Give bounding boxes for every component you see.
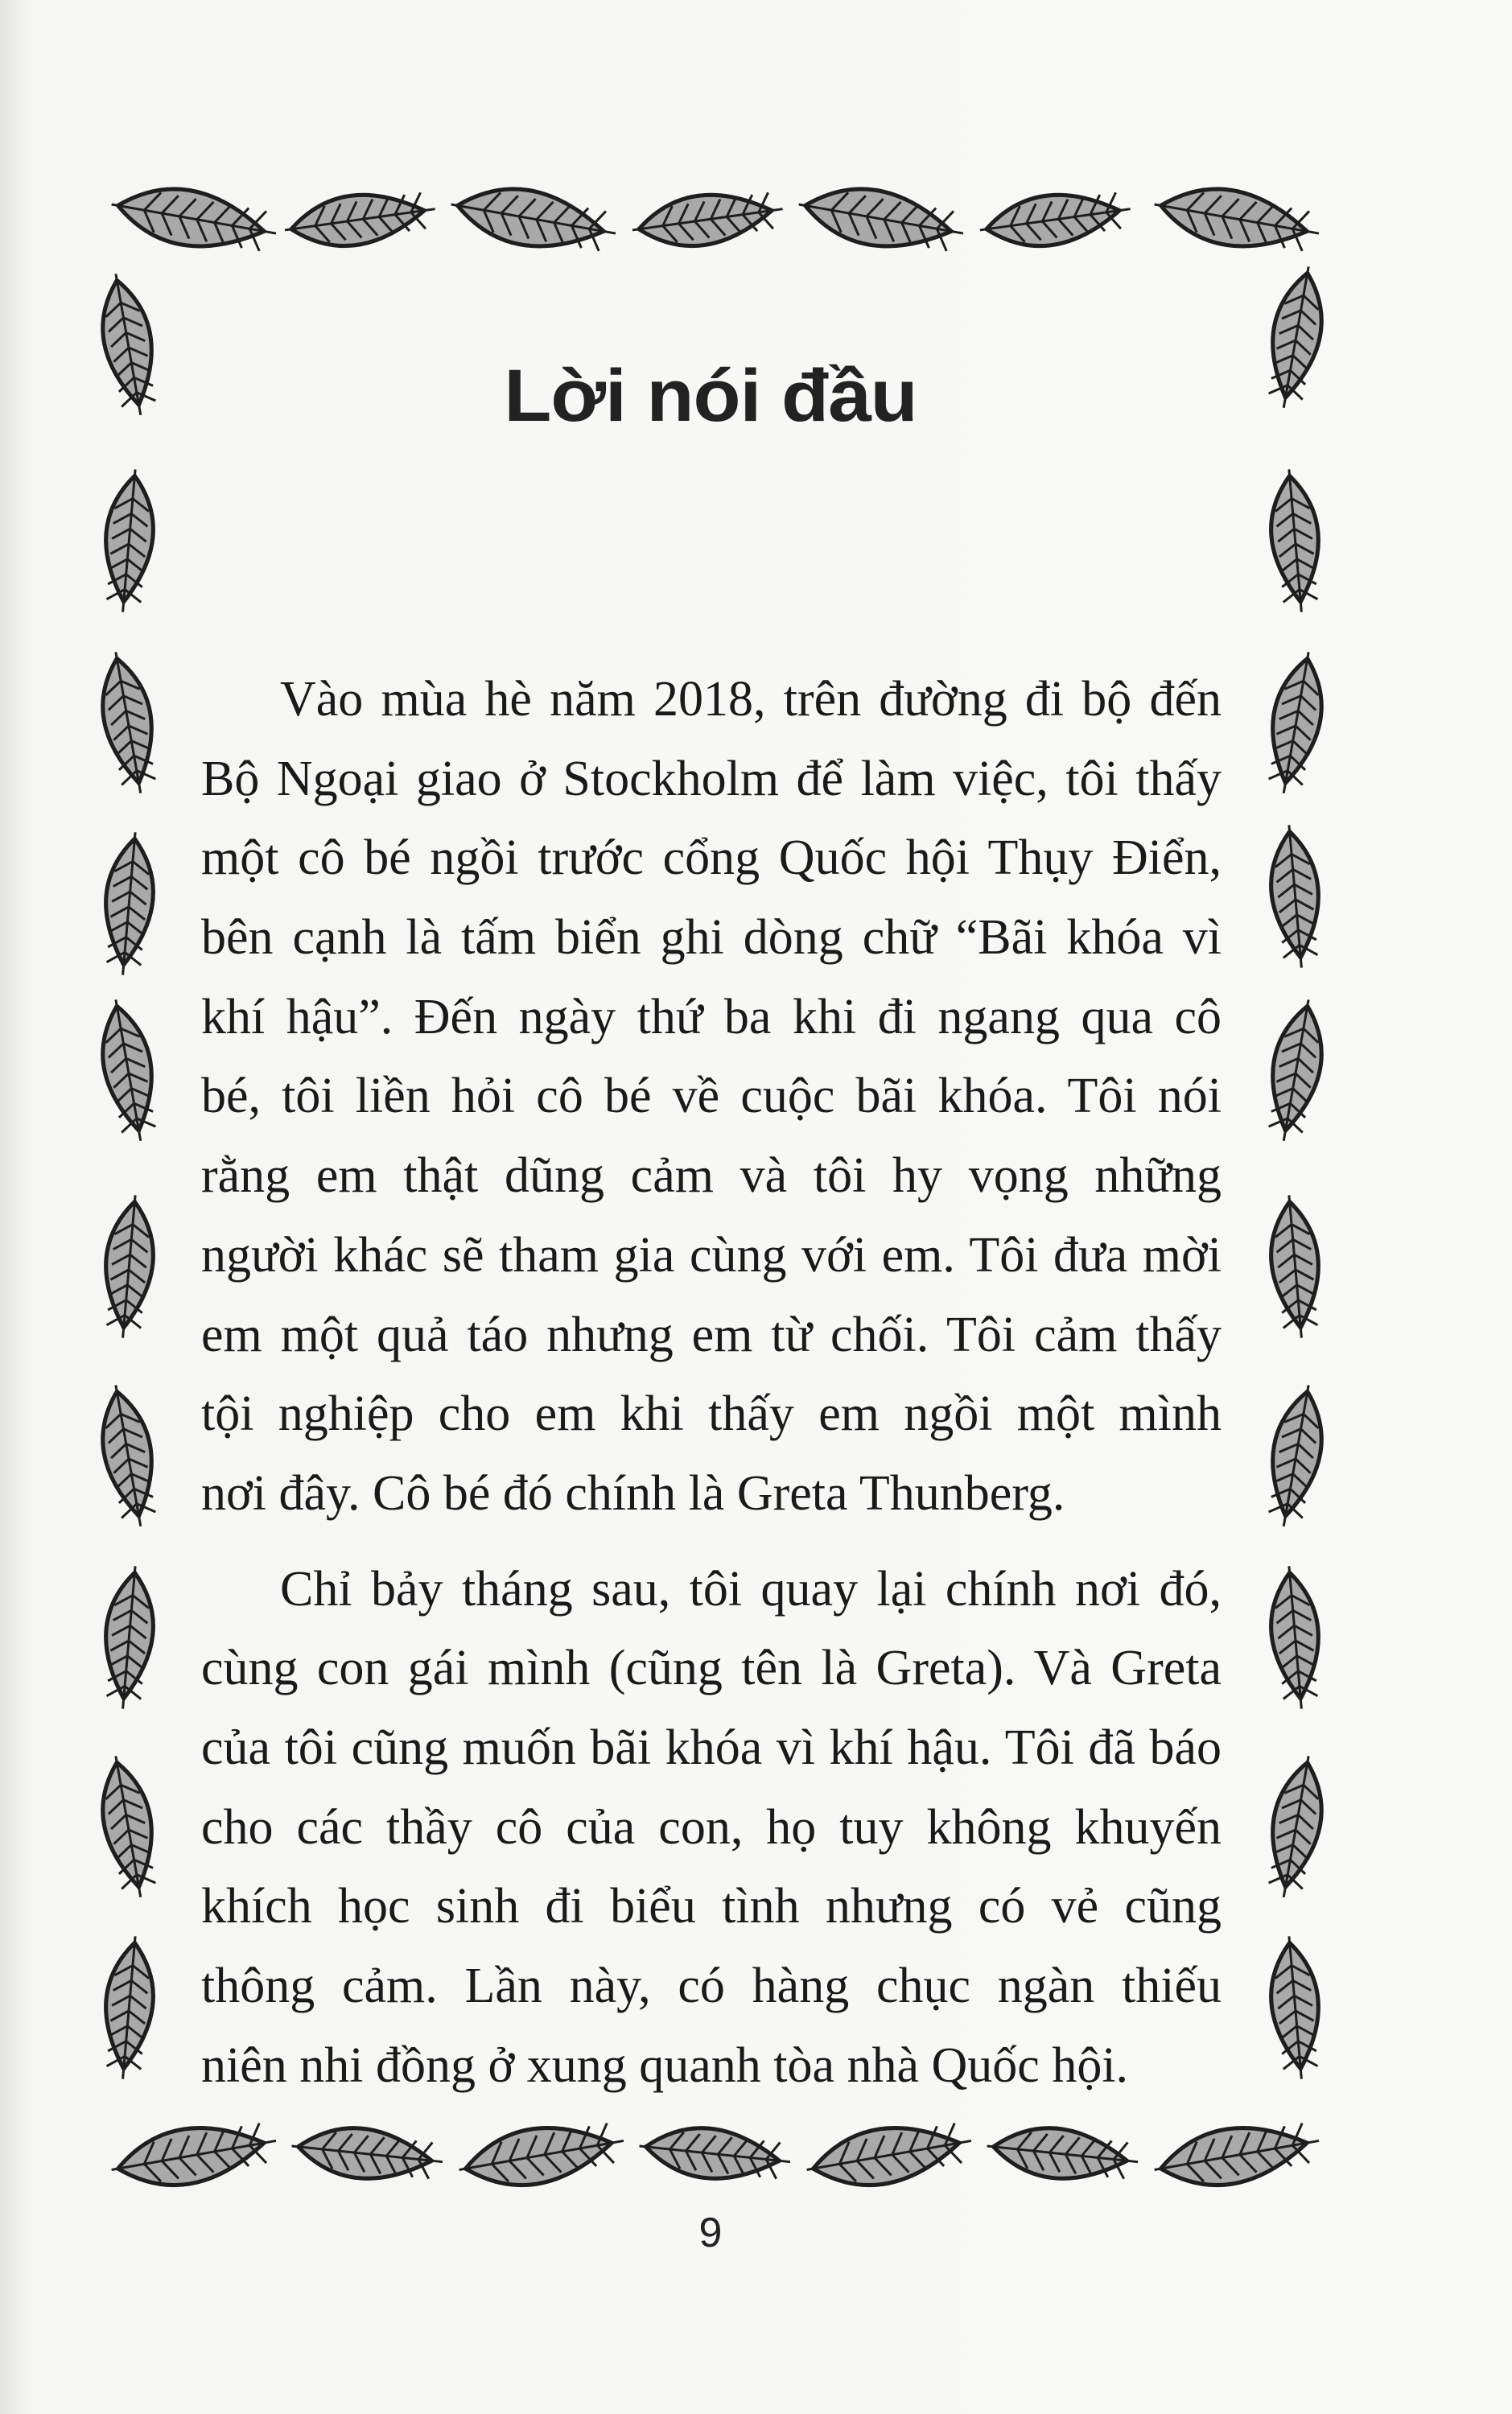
leaf-icon: [978, 138, 1139, 300]
text-line: Chỉ bảy tháng sau, tôi quay lại chính nơi đó,: [280, 1561, 1222, 1617]
leaf-icon: [1219, 1564, 1372, 1717]
page-number: 9: [698, 2210, 723, 2256]
text-line: em một quả táo nhưng em từ chối. Tôi cảm thấy: [201, 1307, 1222, 1362]
text-line: khích học sinh đi biểu tình nhưng có vẻ cũng: [201, 1879, 1222, 1934]
leaf-icon: [1219, 823, 1372, 976]
leaf-icon: [1219, 1934, 1372, 2087]
leaf-icon: [796, 131, 973, 308]
paragraph: [201, 1550, 1222, 2106]
text-line: bé, tôi liền hỏi cô bé về cuộc bãi khóa. Tôi nói: [201, 1069, 1222, 1124]
paragraph: [201, 660, 1222, 1534]
leaf-icon: [1219, 1753, 1372, 1906]
text-line: thông cảm. Lần này, có hàng chục ngàn thiếu: [201, 1959, 1222, 2013]
leaf-icon: [1219, 997, 1372, 1150]
leaf-icon: [804, 2066, 981, 2243]
text-line: khí hậu”. Đến ngày thứ ba khi đi ngang qua cô: [201, 989, 1222, 1044]
leaf-icon: [52, 1564, 205, 1717]
leaf-icon: [1219, 1193, 1372, 1346]
text-line: cho các thầy cô của con, họ tuy không khuyến: [201, 1799, 1222, 1855]
leaf-icon: [985, 2074, 1147, 2235]
leaf-icon: [52, 468, 205, 620]
body-text: [201, 660, 1222, 2121]
leaf-icon: [1152, 2066, 1329, 2243]
leaf-icon: [109, 2066, 286, 2243]
text-line: người khác sẽ tham gia cùng với em. Tôi đưa mời: [201, 1227, 1222, 1283]
leaf-icon: [52, 649, 205, 802]
leaf-icon: [52, 1382, 205, 1535]
text-line: bên cạnh là tấm biển ghi dòng chữ “Bãi khóa vì: [201, 910, 1222, 966]
leaf-icon: [1219, 1382, 1372, 1535]
text-line: của tôi cũng muốn bãi khóa vì khí hậu. Tôi đã báo: [201, 1720, 1222, 1775]
text-line: rằng em thật dũng cảm và tôi hy vọng những: [201, 1148, 1222, 1204]
leaf-icon: [52, 1934, 205, 2087]
leaf-icon: [1219, 649, 1372, 802]
text-line: Bộ Ngoại giao ở Stockholm để làm việc, tôi thấy: [201, 751, 1222, 806]
text-line: tội nghiệp cho em khi thấy em ngồi một mình: [201, 1386, 1222, 1442]
text-line: cùng con gái mình (cũng tên là Greta). Và Greta: [201, 1641, 1222, 1696]
leaf-icon: [456, 2066, 633, 2243]
leaf-icon: [1219, 264, 1372, 417]
leaf-icon: [52, 997, 205, 1150]
leaf-icon: [290, 2074, 451, 2235]
leaf-icon: [52, 830, 205, 983]
text-line: nơi đây. Cô bé đó chính là Greta Thunberg.: [201, 1465, 1065, 1521]
leaf-icon: [52, 1753, 205, 1906]
text-line: niên nhi đồng ở xung quanh tòa nhà Quốc hội.: [201, 2037, 1129, 2093]
leaf-icon: [282, 138, 444, 300]
leaf-icon: [630, 138, 792, 300]
leaf-icon: [637, 2074, 799, 2235]
leaf-icon: [448, 131, 625, 308]
text-line: một cô bé ngồi trước cổng Quốc hội Thụy Điển,: [201, 830, 1222, 886]
leaf-icon: [52, 271, 205, 424]
text-line: Vào mùa hè năm 2018, trên đường đi bộ đến: [280, 672, 1222, 727]
leaf-icon: [1219, 468, 1372, 620]
chapter-title: Lời nói đầu: [504, 355, 917, 437]
leaf-icon: [52, 1193, 205, 1346]
